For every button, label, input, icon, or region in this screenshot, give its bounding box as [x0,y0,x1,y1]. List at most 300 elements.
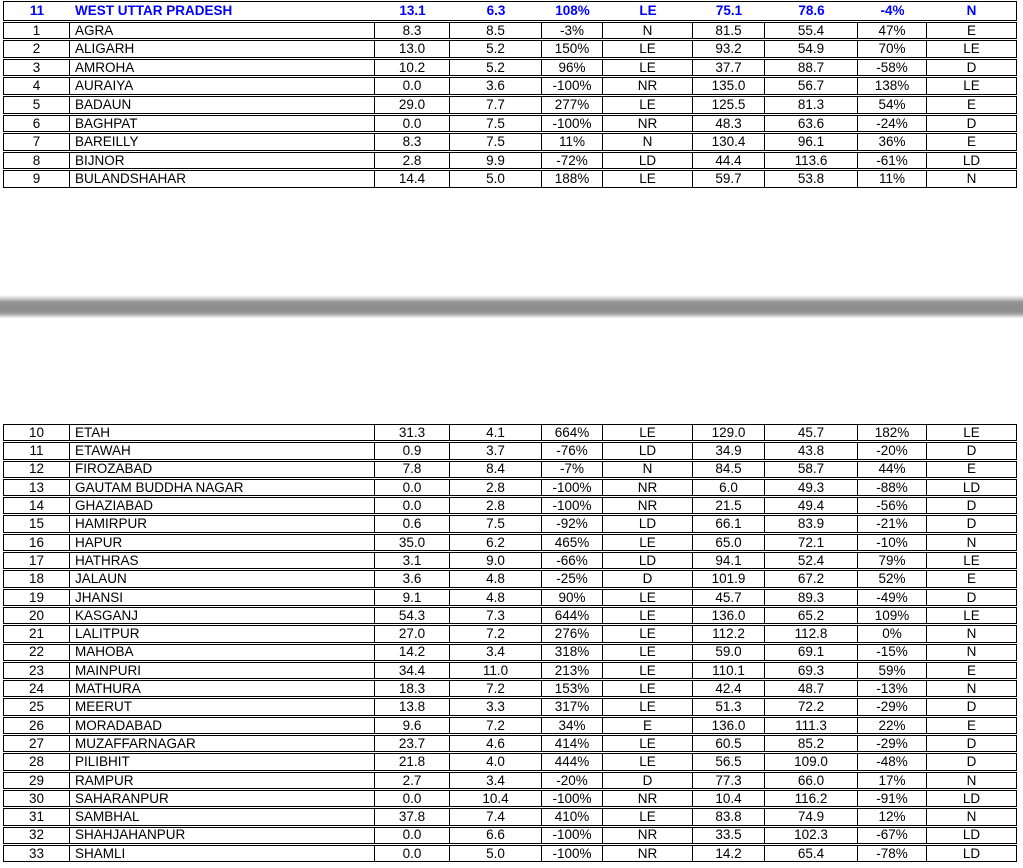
metric-4-cell: 113.6 [765,153,858,169]
category-2-cell: LD [962,790,981,806]
category-1-cell: LE [603,425,693,440]
percent-change-1-cell: -100% [542,828,603,843]
percent-change-1-cell: 664% [542,425,603,440]
percent-change-2-cell: -29% [858,699,927,714]
metric-3-cell: 56.5 [693,754,765,769]
metric-2-cell: 4.8 [450,590,542,605]
metric-2-cell: 7.4 [450,809,542,824]
category-2-cell: D [966,59,977,75]
row-number-cell: 6 [4,116,70,132]
metric-1-cell: 0.9 [375,443,450,458]
row-number-cell: 30 [4,791,70,806]
percent-change-1-cell: 444% [542,754,603,769]
metric-3-cell: 84.5 [693,462,765,477]
metric-4-cell: 66.0 [765,773,858,788]
percent-change-2-cell: 138% [858,78,927,94]
table-row [3,40,1017,58]
metric-1-cell: 3.6 [375,571,450,586]
metric-3-cell: 59.7 [693,171,765,187]
metric-3-cell: 51.3 [693,699,765,714]
metric-1-cell: 8.3 [375,134,450,150]
row-number-cell: 3 [4,60,70,76]
metric-3-cell: 77.3 [693,773,765,788]
metric-3-cell: 34.9 [693,443,765,458]
metric-4-cell: 49.4 [765,498,858,513]
table-row [3,827,1017,844]
percent-change-2-cell: 59% [858,663,927,678]
percent-change-1-cell: 96% [542,60,603,76]
percent-change-2-cell: -88% [858,480,927,495]
table-row [3,662,1017,679]
metric-3-cell: 48.3 [693,116,765,132]
category-1-cell: LE [603,681,693,696]
category-2-cell: D [966,498,977,514]
percent-change-1-cell: -100% [542,480,603,495]
metric-3-cell: 10.4 [693,791,765,806]
row-number-cell: 32 [4,828,70,843]
table-row [3,698,1017,715]
metric-2-cell: 3.3 [450,699,542,714]
category-1-cell: LE [603,535,693,550]
district-name-cell: RAMPUR [70,773,375,788]
metric-2-cell: 4.1 [450,425,542,440]
metric-2-cell: 5.0 [450,846,542,861]
percent-change-1-cell: 150% [542,41,603,57]
row-number-cell: 29 [4,773,70,788]
category-2-cell: D [966,699,977,715]
metric-2-cell: 7.7 [450,97,542,113]
category-2-cell: LE [963,41,980,57]
district-name-cell: BAREILLY [70,134,375,150]
metric-3-cell: 45.7 [693,590,765,605]
table-row [3,644,1017,661]
category-1-cell: LE [603,41,693,57]
category-1-cell: N [603,23,693,39]
table-row [3,59,1017,77]
table-row [3,534,1017,551]
row-number-cell: 13 [4,480,70,495]
metric-3-cell: 6.0 [693,480,765,495]
row-number-cell: 20 [4,608,70,623]
metric-1-cell: 9.1 [375,590,450,605]
metric-1-cell: 35.0 [375,535,450,550]
metric-1-cell: 0.0 [375,498,450,513]
row-number-cell: 17 [4,553,70,568]
upper-table [3,1,1017,189]
percent-change-2-cell: 17% [858,773,927,788]
row-number-cell: 24 [4,681,70,696]
metric-4-cell: 116.2 [765,791,858,806]
table-row [3,133,1017,151]
percent-change-2-cell: -10% [858,535,927,550]
metric-4-cell: 69.3 [765,663,858,678]
metric-4-cell: 67.2 [765,571,858,586]
district-name-cell: HAMIRPUR [70,516,375,531]
percent-change-1-cell: -20% [542,773,603,788]
percent-change-2-cell: 22% [858,718,927,733]
metric-3-cell: 101.9 [693,571,765,586]
metric-1-cell: 34.4 [375,663,450,678]
category-1-cell: E [603,718,693,733]
metric-3-cell: 37.7 [693,60,765,76]
metric-3-cell: 14.2 [693,846,765,861]
row-number-cell: 12 [4,462,70,477]
row-number-cell: 7 [4,134,70,150]
table-row [3,96,1017,114]
metric-2-cell: 9.0 [450,553,542,568]
region-summary-row [3,1,1017,21]
category-2-cell: LE [963,425,980,440]
category-1-cell: LE [603,60,693,76]
metric-3-cell: 136.0 [693,608,765,623]
category-1-cell: N [603,134,693,150]
metric-2-cell: 6.6 [450,828,542,843]
metric-3-cell: 129.0 [693,425,765,440]
district-name-cell: JALAUN [70,571,375,586]
district-name-cell: AURAIYA [70,78,375,94]
metric-1-cell: 0.0 [375,846,450,861]
percent-change-1-cell: 34% [542,718,603,733]
metric-1-cell: 10.2 [375,60,450,76]
table-row [3,424,1017,441]
category-2-cell: LD [962,827,981,843]
category-1-cell: NR [603,116,693,132]
category-1-cell: LE [603,754,693,769]
district-name-cell: AMROHA [70,60,375,76]
metric-4-cell: 78.6 [798,3,825,19]
table-row [3,772,1017,789]
table-row [3,607,1017,624]
percent-change-2-cell: 12% [858,809,927,824]
percent-change-2-cell: 182% [858,425,927,440]
percent-change-2-cell: 54% [858,97,927,113]
table-row [3,461,1017,478]
category-1-cell: D [603,773,693,788]
category-2-cell: E [966,22,976,38]
percent-change-1-cell: 465% [542,535,603,550]
category-2-cell: E [966,134,976,150]
table-row [3,152,1017,170]
category-1-cell: LE [603,171,693,187]
category-2-cell: N [966,809,977,825]
row-number-cell: 19 [4,590,70,605]
metric-1-cell: 14.2 [375,645,450,660]
category-2-cell: N [966,171,977,187]
category-2-cell: N [966,3,977,19]
metric-3-cell: 136.0 [693,718,765,733]
metric-4-cell: 58.7 [765,462,858,477]
table-row [3,717,1017,734]
metric-4-cell: 96.1 [765,134,858,150]
category-1-cell: N [603,462,693,477]
district-name-cell: SAHARANPUR [70,791,375,806]
row-number-cell: 14 [4,498,70,513]
metric-1-cell: 9.6 [375,718,450,733]
district-name-cell: WEST UTTAR PRADESH [75,3,233,19]
percent-change-2-cell: 47% [858,23,927,39]
row-number-cell: 22 [4,645,70,660]
table-row [3,22,1017,40]
category-1-cell: LE [603,809,693,824]
percent-change-1-cell: 11% [542,134,603,150]
metric-1-cell: 29.0 [375,97,450,113]
metric-2-cell: 3.4 [450,773,542,788]
category-2-cell: N [966,626,977,642]
row-number-cell: 18 [4,571,70,586]
percent-change-1-cell: -100% [542,116,603,132]
metric-1-cell: 0.0 [375,78,450,94]
row-number-cell: 16 [4,535,70,550]
percent-change-1-cell: 153% [542,681,603,696]
category-2-cell: E [966,461,976,477]
table-row [3,680,1017,697]
percent-change-2-cell: -29% [858,736,927,751]
table-row [3,845,1017,862]
metric-3-cell: 94.1 [693,553,765,568]
district-name-cell: MUZAFFARNAGAR [70,736,375,751]
row-number-cell: 27 [4,736,70,751]
percent-change-1-cell: 188% [542,171,603,187]
metric-4-cell: 54.9 [765,41,858,57]
percent-change-2-cell: 44% [858,462,927,477]
percent-change-2-cell: 52% [858,571,927,586]
metric-1-cell: 8.3 [375,23,450,39]
row-number-cell: 11 [4,443,70,458]
category-1-cell: LE [603,663,693,678]
category-1-cell: LD [603,443,693,458]
category-2-cell: D [966,516,977,532]
category-1-cell: LE [603,608,693,623]
category-2-cell: N [966,534,977,550]
percent-change-2-cell: -20% [858,443,927,458]
metric-2-cell: 7.2 [450,718,542,733]
percent-change-1-cell: -76% [542,443,603,458]
district-name-cell: SHAHJAHANPUR [70,828,375,843]
table-row [3,442,1017,459]
category-1-cell: LE [639,3,657,19]
category-1-cell: LE [603,626,693,641]
table-row [3,570,1017,587]
category-1-cell: LE [603,590,693,605]
category-2-cell: D [966,754,977,770]
metric-3-cell: 125.5 [693,97,765,113]
metric-4-cell: 43.8 [765,443,858,458]
percent-change-2-cell: 0% [858,626,927,641]
table-row [3,552,1017,569]
page-separator-bar [0,295,1023,318]
row-number-cell: 8 [4,153,70,169]
category-1-cell: NR [603,498,693,513]
category-2-cell: D [966,736,977,751]
metric-4-cell: 111.3 [765,718,858,733]
district-name-cell: SHAMLI [70,846,375,861]
category-1-cell: LE [603,699,693,714]
metric-1-cell: 0.0 [375,480,450,495]
percent-change-2-cell: -48% [858,754,927,769]
percent-change-2-cell: -78% [858,846,927,861]
metric-3-cell: 65.0 [693,535,765,550]
metric-3-cell: 66.1 [693,516,765,531]
metric-4-cell: 55.4 [765,23,858,39]
metric-2-cell: 7.5 [450,516,542,531]
row-number-cell: 4 [4,78,70,94]
category-1-cell: NR [603,846,693,861]
metric-3-cell: 42.4 [693,681,765,696]
metric-4-cell: 48.7 [765,681,858,696]
metric-4-cell: 81.3 [765,97,858,113]
metric-4-cell: 72.2 [765,699,858,714]
metric-4-cell: 109.0 [765,754,858,769]
percent-change-2-cell: -67% [858,828,927,843]
metric-2-cell: 3.7 [450,443,542,458]
metric-2-cell: 7.3 [450,608,542,623]
metric-3-cell: 44.4 [693,153,765,169]
percent-change-2-cell: -61% [858,153,927,169]
district-name-cell: MORADABAD [70,718,375,733]
district-name-cell: ETAH [70,425,375,440]
percent-change-1-cell: 90% [542,590,603,605]
category-2-cell: E [966,662,976,678]
metric-2-cell: 3.4 [450,645,542,660]
metric-1-cell: 23.7 [375,736,450,751]
row-number-cell: 26 [4,718,70,733]
metric-1-cell: 13.0 [375,41,450,57]
category-1-cell: LD [603,553,693,568]
metric-2-cell: 8.4 [450,462,542,477]
district-name-cell: MATHURA [70,681,375,696]
percent-change-2-cell: 36% [858,134,927,150]
percent-change-1-cell: -92% [542,516,603,531]
district-name-cell: BADAUN [70,97,375,113]
category-2-cell: LE [963,607,980,623]
percent-change-1-cell: 410% [542,809,603,824]
table-row [3,735,1017,752]
category-2-cell: E [966,97,976,113]
percent-change-1-cell: 414% [542,736,603,751]
district-name-cell: SAMBHAL [70,809,375,824]
metric-4-cell: 89.3 [765,590,858,605]
metric-2-cell: 4.0 [450,754,542,769]
metric-1-cell: 2.8 [375,153,450,169]
category-2-cell: LE [963,553,980,568]
district-name-cell: HAPUR [70,535,375,550]
metric-4-cell: 72.1 [765,535,858,550]
category-2-cell: D [966,115,977,131]
district-name-cell: AGRA [70,23,375,39]
row-number-cell: 21 [4,626,70,641]
metric-2-cell: 4.6 [450,736,542,751]
metric-1-cell: 21.8 [375,754,450,769]
metric-2-cell: 5.2 [450,60,542,76]
category-2-cell: LE [963,78,980,94]
metric-2-cell: 5.2 [450,41,542,57]
percent-change-1-cell: 644% [542,608,603,623]
metric-1-cell: 3.1 [375,553,450,568]
district-name-cell: LALITPUR [70,626,375,641]
metric-4-cell: 63.6 [765,116,858,132]
metric-4-cell: 65.4 [765,846,858,861]
metric-3-cell: 60.5 [693,736,765,751]
district-name-cell: FIROZABAD [70,462,375,477]
category-1-cell: NR [603,78,693,94]
percent-change-1-cell: -100% [542,846,603,861]
percent-change-2-cell: -91% [858,791,927,806]
metric-1-cell: 0.0 [375,116,450,132]
category-2-cell: LD [962,479,981,495]
metric-3-cell: 59.0 [693,645,765,660]
district-name-cell: JHANSI [70,590,375,605]
metric-1-cell: 13.8 [375,699,450,714]
metric-3-cell: 81.5 [693,23,765,39]
metric-2-cell: 7.5 [450,116,542,132]
district-name-cell: GHAZIABAD [70,498,375,513]
percent-change-1-cell: -3% [542,23,603,39]
metric-1-cell: 37.8 [375,809,450,824]
percent-change-2-cell: 11% [858,171,927,187]
category-1-cell: NR [603,828,693,843]
percent-change-1-cell: 108% [555,3,590,19]
district-name-cell: BAGHPAT [70,116,375,132]
metric-2-cell: 7.2 [450,626,542,641]
percent-change-2-cell: 70% [858,41,927,57]
metric-2-cell: 2.8 [450,498,542,513]
district-name-cell: HATHRAS [70,553,375,568]
percent-change-1-cell: -100% [542,791,603,806]
percent-change-2-cell: 79% [858,553,927,568]
metric-2-cell: 6.2 [450,535,542,550]
metric-4-cell: 69.1 [765,645,858,660]
metric-1-cell: 18.3 [375,681,450,696]
metric-3-cell: 93.2 [693,41,765,57]
percent-change-1-cell: -100% [542,78,603,94]
metric-3-cell: 83.8 [693,809,765,824]
metric-4-cell: 56.7 [765,78,858,94]
percent-change-1-cell: -100% [542,498,603,513]
metric-2-cell: 10.4 [450,791,542,806]
row-number-cell: 10 [4,425,70,440]
row-number-cell: 28 [4,754,70,769]
metric-3-cell: 130.4 [693,134,765,150]
district-name-cell: MAHOBA [70,645,375,660]
category-2-cell: N [966,772,977,788]
table-row [3,589,1017,606]
row-number-cell: 9 [4,171,70,187]
metric-4-cell: 85.2 [765,736,858,751]
row-number-cell: 33 [4,846,70,861]
table-row [3,115,1017,133]
category-1-cell: LE [603,736,693,751]
district-name-cell: BIJNOR [70,153,375,169]
percent-change-1-cell: -66% [542,553,603,568]
metric-1-cell: 0.0 [375,828,450,843]
district-name-cell: KASGANJ [70,608,375,623]
metric-2-cell: 3.6 [450,78,542,94]
metric-1-cell: 31.3 [375,425,450,440]
lower-table [3,424,1017,863]
row-number-cell: 23 [4,663,70,678]
row-number-cell: 5 [4,97,70,113]
metric-2-cell: 7.2 [450,681,542,696]
percent-change-2-cell: 109% [858,608,927,623]
category-1-cell: LE [603,645,693,660]
category-1-cell: LD [603,153,693,169]
district-name-cell: BULANDSHAHAR [70,171,375,187]
table-row [3,170,1017,188]
percent-change-1-cell: 277% [542,97,603,113]
table-row [3,479,1017,496]
metric-4-cell: 49.3 [765,480,858,495]
metric-1-cell: 2.7 [375,773,450,788]
